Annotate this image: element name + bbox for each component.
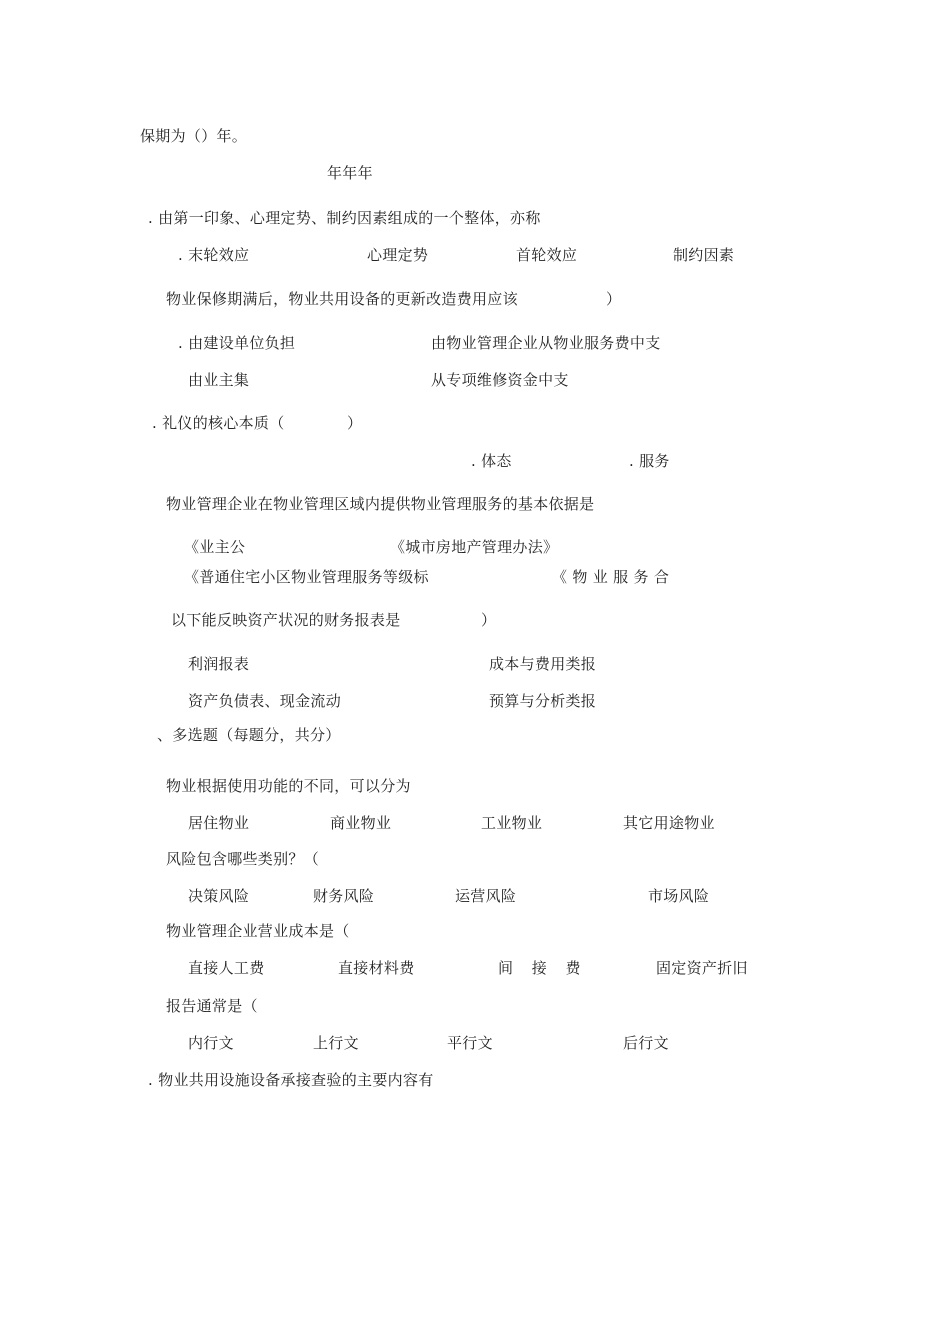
- question-fragment-warranty: 保期为（）年。: [140, 127, 248, 145]
- question-etiquette: . 礼仪的核心本质（: [152, 414, 285, 432]
- question-renovation-cost: 物业保修期满后，物业共用设备的更新改造费用应该: [166, 290, 518, 308]
- option-c-primacy-effect: 首轮效应: [516, 246, 578, 264]
- option-commercial: 商业物业: [330, 814, 392, 832]
- option-operation-risk: 运营风险: [455, 887, 517, 905]
- question-risk-types: 风险包含哪些类别？（: [166, 850, 320, 868]
- question-renovation-cost-paren: ）: [606, 290, 622, 308]
- question-acceptance-content: . 物业共用设施设备承接查验的主要内容有: [148, 1071, 434, 1089]
- option-a-owners-convention: 《业主公: [184, 538, 246, 556]
- question-first-impression: . 由第一印象、心理定势、制约因素组成的一个整体，亦称: [148, 209, 541, 227]
- option-direct-labor: 直接人工费: [188, 959, 265, 977]
- option-depreciation: 固定资产折旧: [656, 959, 748, 977]
- option-b-cost-reports: 成本与费用类报: [489, 655, 597, 673]
- option-c-posture: . 体态: [471, 452, 512, 470]
- option-indirect-cost: 间 接 费: [498, 959, 588, 977]
- question-basis: 物业管理企业在物业管理区域内提供物业管理服务的基本依据是: [166, 495, 595, 513]
- option-a-profit-statement: 利润报表: [188, 655, 250, 673]
- option-upward-doc: 上行文: [313, 1034, 359, 1052]
- option-parallel-doc: 平行文: [447, 1034, 493, 1052]
- option-market-risk: 市场风险: [648, 887, 710, 905]
- option-c-owner-raise: 由业主集: [188, 371, 250, 389]
- option-industrial: 工业物业: [481, 814, 543, 832]
- option-c-service-grade-standard: 《普通住宅小区物业管理服务等级标: [184, 568, 429, 586]
- question-report-type: 报告通常是（: [166, 997, 258, 1015]
- option-d-maintenance-fund: 从专项维修资金中支: [431, 371, 569, 389]
- option-a-last-effect: . 末轮效应: [178, 246, 250, 264]
- question-etiquette-paren: ）: [347, 414, 363, 432]
- question-operating-cost: 物业管理企业营业成本是（: [166, 922, 350, 940]
- option-decision-risk: 决策风险: [188, 887, 250, 905]
- options-years: 年年年: [327, 164, 373, 182]
- section-multiple-choice: 、多选题（每题分，共分）: [157, 726, 341, 744]
- option-a-developer: . 由建设单位负担: [178, 334, 296, 352]
- option-direct-material: 直接材料费: [338, 959, 415, 977]
- question-financial-statement-paren: ）: [481, 611, 497, 629]
- option-other-use: 其它用途物业: [623, 814, 715, 832]
- option-financial-risk: 财务风险: [313, 887, 375, 905]
- option-d-service-contract: 《 物 业 服 务 合: [552, 568, 670, 586]
- option-internal-doc: 内行文: [188, 1034, 234, 1052]
- option-d-budget-analysis: 预算与分析类报: [489, 692, 597, 710]
- option-c-balance-cashflow: 资产负债表、现金流动: [188, 692, 342, 710]
- question-financial-statement: 以下能反映资产状况的财务报表是: [171, 611, 401, 629]
- option-b-mindset: 心理定势: [367, 246, 429, 264]
- question-property-types: 物业根据使用功能的不同，可以分为: [166, 777, 411, 795]
- option-b-urban-real-estate: 《城市房地产管理办法》: [390, 538, 559, 556]
- option-later-doc: 后行文: [623, 1034, 669, 1052]
- option-d-constraints: 制约因素: [673, 246, 735, 264]
- option-b-management-fee: 由物业管理企业从物业服务费中支: [431, 334, 661, 352]
- option-d-service: . 服务: [629, 452, 670, 470]
- option-residential: 居住物业: [188, 814, 250, 832]
